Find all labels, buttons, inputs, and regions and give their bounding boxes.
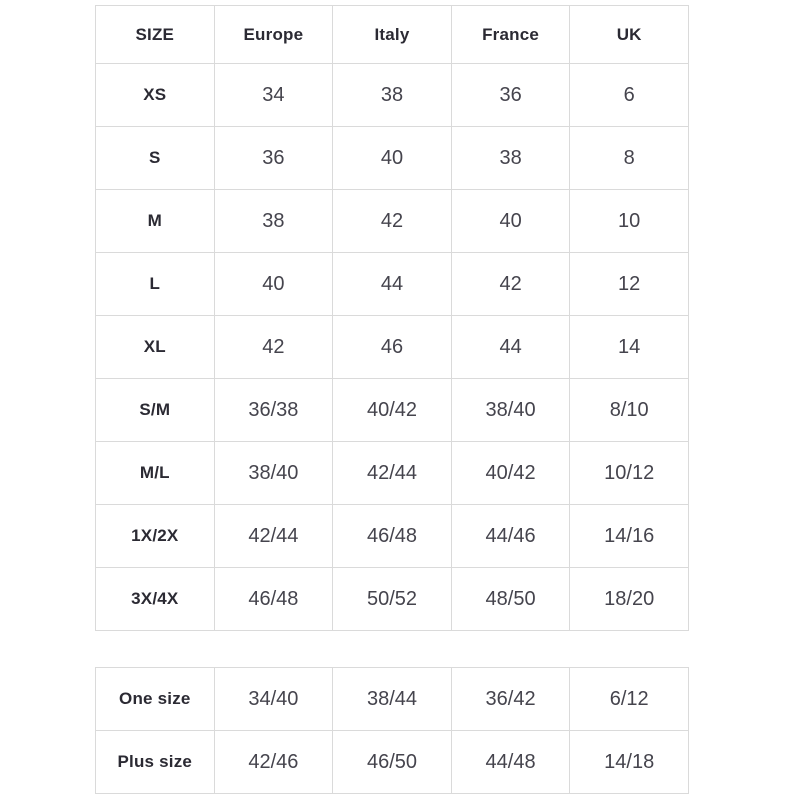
value-cell-europe: 40 xyxy=(214,253,333,316)
column-header-uk: UK xyxy=(570,6,689,64)
value-cell-uk: 14/18 xyxy=(570,731,689,794)
value-cell-europe: 46/48 xyxy=(214,568,333,631)
value-cell-uk: 6 xyxy=(570,64,689,127)
size-label-cell: 1X/2X xyxy=(96,505,215,568)
value-cell-italy: 42/44 xyxy=(333,442,452,505)
size-label-cell: M/L xyxy=(96,442,215,505)
value-cell-europe: 42/44 xyxy=(214,505,333,568)
column-header-europe: Europe xyxy=(214,6,333,64)
value-cell-italy: 42 xyxy=(333,190,452,253)
size-label-cell: M xyxy=(96,190,215,253)
table-row-ml xyxy=(96,442,689,505)
value-cell-france: 44 xyxy=(451,316,570,379)
value-cell-france: 36 xyxy=(451,64,570,127)
column-header-italy: Italy xyxy=(333,6,452,64)
table-row-plus-size xyxy=(96,731,689,794)
value-cell-italy: 38/44 xyxy=(333,668,452,731)
value-cell-europe: 36 xyxy=(214,127,333,190)
value-cell-europe: 34 xyxy=(214,64,333,127)
value-cell-europe: 36/38 xyxy=(214,379,333,442)
value-cell-italy: 44 xyxy=(333,253,452,316)
size-label-cell: One size xyxy=(96,668,215,731)
value-cell-france: 40 xyxy=(451,190,570,253)
table-row-m xyxy=(96,190,689,253)
value-cell-europe: 38 xyxy=(214,190,333,253)
size-label-cell: S xyxy=(96,127,215,190)
table-header-row xyxy=(96,6,689,64)
value-cell-uk: 8 xyxy=(570,127,689,190)
special-sizes-table xyxy=(95,667,689,794)
value-cell-europe: 42/46 xyxy=(214,731,333,794)
value-cell-france: 38 xyxy=(451,127,570,190)
value-cell-italy: 46/48 xyxy=(333,505,452,568)
size-label-cell: S/M xyxy=(96,379,215,442)
value-cell-italy: 40 xyxy=(333,127,452,190)
table-row-s xyxy=(96,127,689,190)
table-row-sm xyxy=(96,379,689,442)
size-label-cell: XS xyxy=(96,64,215,127)
table-row-3x4x xyxy=(96,568,689,631)
value-cell-uk: 10 xyxy=(570,190,689,253)
table-row-1x2x xyxy=(96,505,689,568)
value-cell-europe: 34/40 xyxy=(214,668,333,731)
table-row-l xyxy=(96,253,689,316)
size-conversion-table xyxy=(95,5,689,631)
value-cell-italy: 46 xyxy=(333,316,452,379)
value-cell-uk: 8/10 xyxy=(570,379,689,442)
value-cell-italy: 46/50 xyxy=(333,731,452,794)
value-cell-france: 48/50 xyxy=(451,568,570,631)
value-cell-italy: 50/52 xyxy=(333,568,452,631)
value-cell-uk: 6/12 xyxy=(570,668,689,731)
value-cell-france: 42 xyxy=(451,253,570,316)
size-label-cell: XL xyxy=(96,316,215,379)
value-cell-europe: 42 xyxy=(214,316,333,379)
size-label-cell: L xyxy=(96,253,215,316)
value-cell-uk: 12 xyxy=(570,253,689,316)
value-cell-uk: 18/20 xyxy=(570,568,689,631)
value-cell-france: 38/40 xyxy=(451,379,570,442)
value-cell-france: 36/42 xyxy=(451,668,570,731)
column-header-size: SIZE xyxy=(96,6,215,64)
value-cell-uk: 14 xyxy=(570,316,689,379)
size-label-cell: Plus size xyxy=(96,731,215,794)
value-cell-italy: 38 xyxy=(333,64,452,127)
value-cell-france: 40/42 xyxy=(451,442,570,505)
value-cell-france: 44/46 xyxy=(451,505,570,568)
size-conversion-page xyxy=(0,5,800,800)
value-cell-uk: 10/12 xyxy=(570,442,689,505)
column-header-france: France xyxy=(451,6,570,64)
value-cell-uk: 14/16 xyxy=(570,505,689,568)
table-row-xs xyxy=(96,64,689,127)
value-cell-france: 44/48 xyxy=(451,731,570,794)
table-row-xl xyxy=(96,316,689,379)
size-label-cell: 3X/4X xyxy=(96,568,215,631)
table-row-one-size xyxy=(96,668,689,731)
value-cell-italy: 40/42 xyxy=(333,379,452,442)
value-cell-europe: 38/40 xyxy=(214,442,333,505)
